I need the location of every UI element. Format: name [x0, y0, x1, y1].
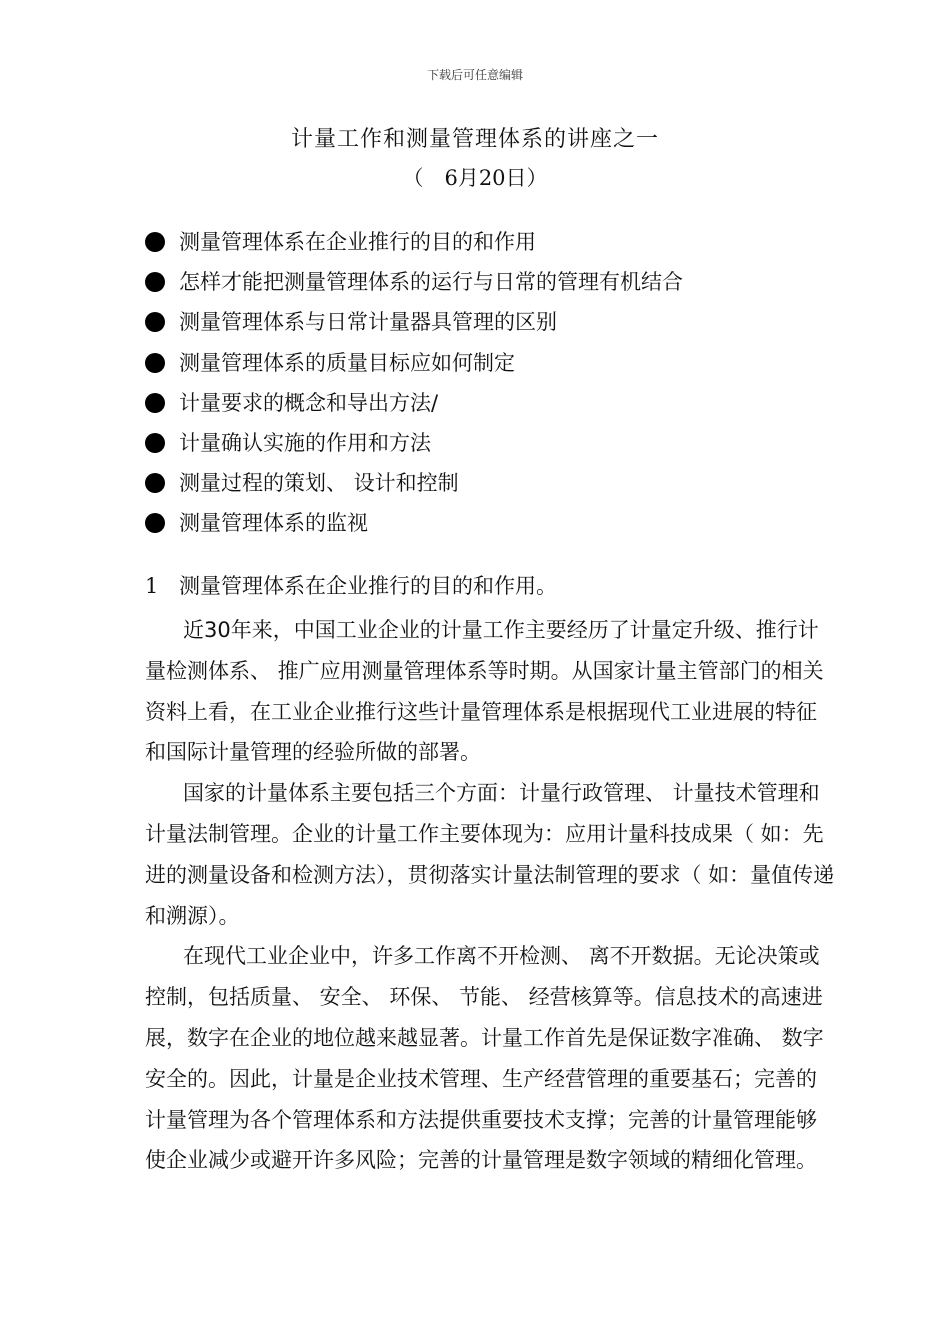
topic-text: 测量管理体系与日常计量器具管理的区别 [179, 310, 557, 335]
header-note: 下载后可任意编辑 [426, 68, 523, 82]
bullet-icon [145, 353, 165, 373]
paragraph: 国家的计量体系主要包括三个方面：计量行政管理、 计量技术管理和计量法制管理。企业的计量工作主要体现为：应用计量科技成果（ 如：先进的测量设备和检测方法），贯彻落实计量法制管理的要求（ 如：量值传递和溯源）。 [145, 781, 835, 928]
section-body [145, 610, 835, 1181]
paragraph: 近30年来，中国工业企业的计量工作主要经历了计量定升级、推行计量检测体系、 推广应用测量管理体系等时期。从国家计量主管部门的相关资料上看，在工业企业推行这些计量管理体系是根据现代工业进展的特征和国际计量管理的经验所做的部署。 [145, 618, 824, 765]
topic-item [145, 467, 845, 507]
topic-item [145, 507, 845, 547]
topic-text: 计量要求的概念和导出方法/ [179, 390, 439, 415]
document-date: （ 6月20日） [402, 166, 548, 190]
topic-item [145, 226, 845, 266]
topic-text: 测量管理体系的监视 [179, 511, 368, 536]
bullet-icon [145, 232, 165, 252]
topic-text: 测量管理体系在企业推行的目的和作用 [179, 230, 536, 254]
bullet-icon [145, 393, 165, 413]
section-title: 测量管理体系在企业推行的目的和作用。 [179, 574, 557, 598]
section-heading [145, 570, 557, 600]
topic-item [145, 347, 845, 387]
section-number: 1 [145, 574, 159, 598]
topic-item [145, 306, 845, 346]
bullet-icon [145, 513, 165, 533]
topic-list [145, 226, 845, 548]
bullet-icon [145, 272, 165, 292]
bullet-icon [145, 433, 165, 453]
topic-item [145, 266, 845, 306]
topic-item [145, 427, 845, 467]
topic-text: 怎样才能把测量管理体系的运行与日常的管理有机结合 [179, 270, 683, 295]
document-title: 计量工作和测量管理体系的讲座之一 [290, 127, 659, 152]
topic-item [145, 387, 845, 427]
topic-text: 计量确认实施的作用和方法 [179, 430, 431, 455]
topic-text: 测量管理体系的质量目标应如何制定 [179, 350, 515, 375]
topic-text: 测量过程的策划、 设计和控制 [179, 471, 459, 496]
bullet-icon [145, 473, 165, 493]
paragraph: 在现代工业企业中，许多工作离不开检测、 离不开数据。无论决策或控制，包括质量、 安全、 环保、 节能、 经营核算等。信息技术的高速进展，数字在企业的地位越来越显著。计量工作首先是保证数字准确、 数字安全的。因此，计量是企业技术管理、生产经营管理的重要基石；完善的计量管理为各个管理体系和方法提供重要技术支撑；完善的计量管理能够使企业减少或避开许多风险；完善的计量管理是数字领域的精细化管理。 [145, 944, 824, 1173]
bullet-icon [145, 312, 165, 332]
